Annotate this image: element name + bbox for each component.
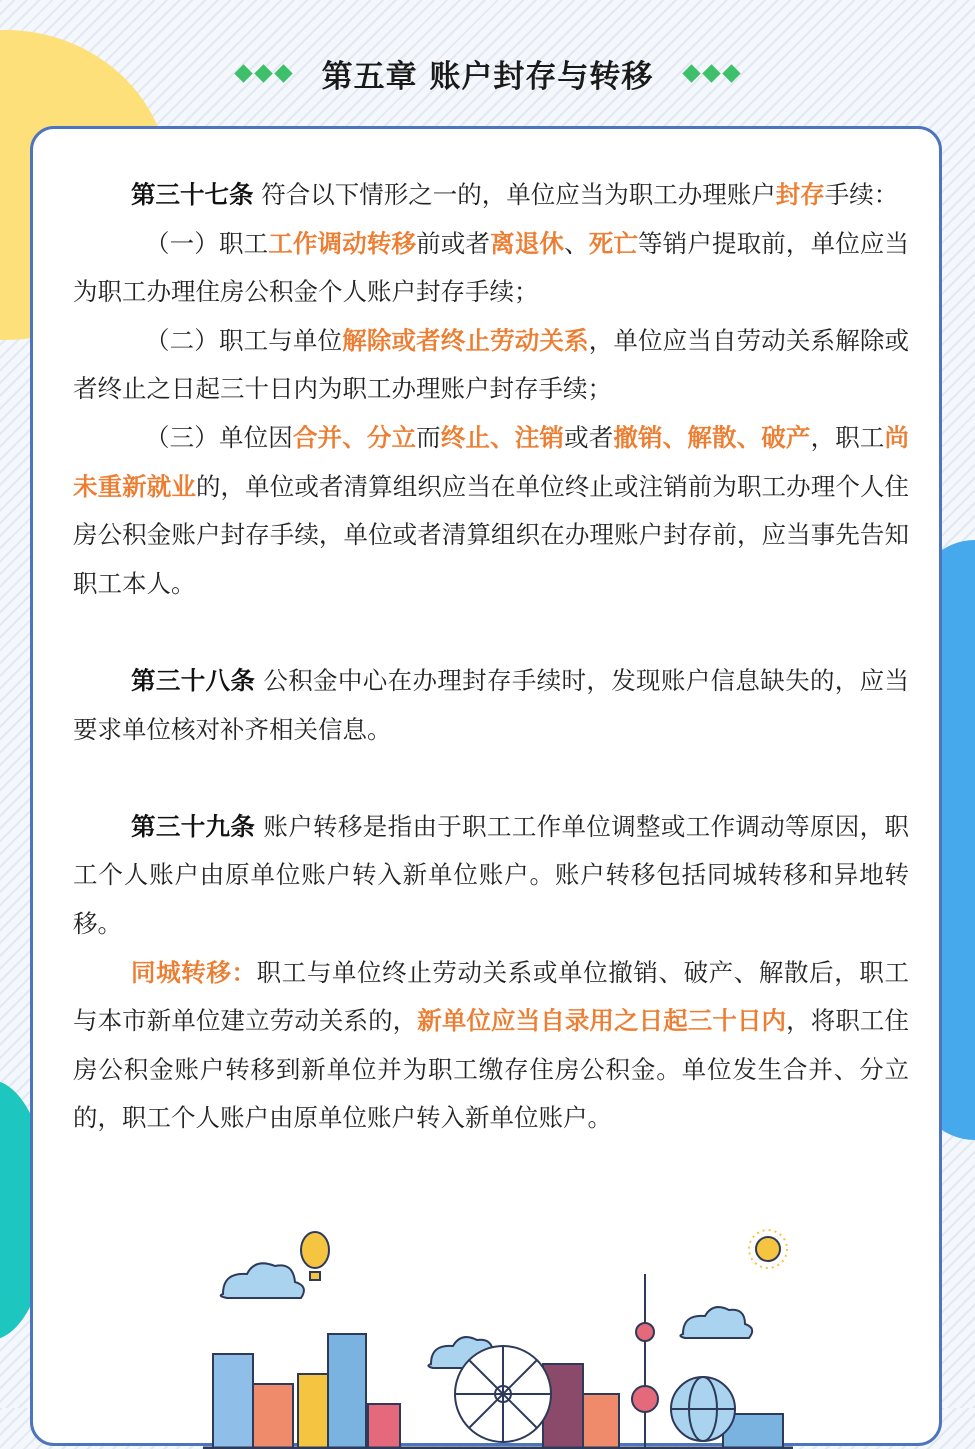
text-run: 或者 [564, 422, 614, 452]
text-run: ，职工 [810, 422, 885, 452]
article-39-title: 第三十九条 [131, 811, 256, 841]
ferris-wheel-icon [455, 1346, 551, 1442]
highlight-text: 终止、注销 [440, 422, 565, 452]
diamond-ornament-right-icon [683, 67, 740, 80]
tv-tower-icon [632, 1274, 658, 1449]
text-run: 的，单位或者清算组织应当在单位终止或注销前为职工办理个人住房公积金账户封存手续，单位或者清算组织在办理账户封存前，应当事先告知职工本人。 [73, 471, 910, 598]
diamond-ornament-left-icon [235, 67, 292, 80]
article-37-intro [73, 171, 909, 220]
content-card [30, 126, 942, 1446]
article-39-same-city [73, 949, 909, 1143]
text-run: （三）单位因 [145, 422, 293, 452]
highlight-text: 工作调动转移 [268, 228, 417, 258]
text-run: 账户转移是指由于职工工作单位调整或工作调动等原因，职工个人账户由原单位账户转入新单位账户。账户转移包括同城转移和异地转移。 [73, 811, 909, 938]
highlight-text: 新单位应当自录用之日起三十日内 [417, 1006, 787, 1036]
highlight-text: 离退休 [490, 228, 565, 258]
text-run: （二）职工与单位 [145, 325, 343, 355]
chapter-header [0, 48, 975, 98]
article-37-item-1 [73, 220, 909, 317]
article-37-item-2 [73, 317, 909, 414]
text-run: 而 [416, 422, 441, 452]
highlight-text: 合并、分立 [292, 422, 417, 452]
highlight-text: 封存 [775, 180, 825, 209]
text-run: 职工与单位终止劳动关系或单位撤销、破产、解散后，职工与本市新单位建立劳动关系的， [73, 957, 910, 1036]
spacer [73, 608, 909, 657]
text-run: （一）职工 [145, 228, 269, 258]
spacer [73, 754, 909, 803]
text-run: 公积金中心在办理封存手续时，发现账户信息缺失的，应当要求单位核对补齐相关信息。 [73, 665, 909, 744]
highlight-text: 撤销、解散、破产 [613, 422, 811, 452]
article-38 [73, 657, 909, 754]
article-content [73, 171, 909, 1143]
text-run: 前或者 [416, 228, 491, 258]
article-37-title: 第三十七条 [131, 180, 254, 209]
highlight-text: 死亡 [588, 228, 639, 258]
text-run: 等销户提取前，单位应当为职工办理住房公积金个人账户封存手续； [73, 228, 910, 307]
sun-icon [749, 1230, 787, 1268]
chapter-title: 第五章 账户封存与转移 [321, 58, 654, 95]
text-run: ，单位应当自劳动关系解除或者终止之日起三十日内为职工办理账户封存手续； [73, 325, 910, 404]
city-skyline-illustration [183, 1204, 803, 1449]
highlight-text: 解除或者终止劳动关系 [342, 325, 589, 355]
article-37-item-3 [73, 414, 909, 608]
text-run: 手续： [824, 180, 899, 209]
text-run: 符合以下情形之一的，单位应当为职工办理账户 [253, 180, 776, 209]
hot-air-balloon-icon [301, 1232, 329, 1280]
highlight-text: 尚未重新就业 [73, 422, 910, 501]
text-run: 、 [564, 228, 589, 258]
article-39 [73, 803, 909, 949]
text-run: ，将职工住房公积金账户转移到新单位并为职工缴存住房公积金。单位发生合并、分立的，职工个人账户由原单位账户转入新单位账户。 [73, 1006, 910, 1133]
article-38-title: 第三十八条 [131, 665, 256, 695]
highlight-text: 同城转移： [131, 957, 257, 987]
globe-building-icon [671, 1377, 735, 1441]
